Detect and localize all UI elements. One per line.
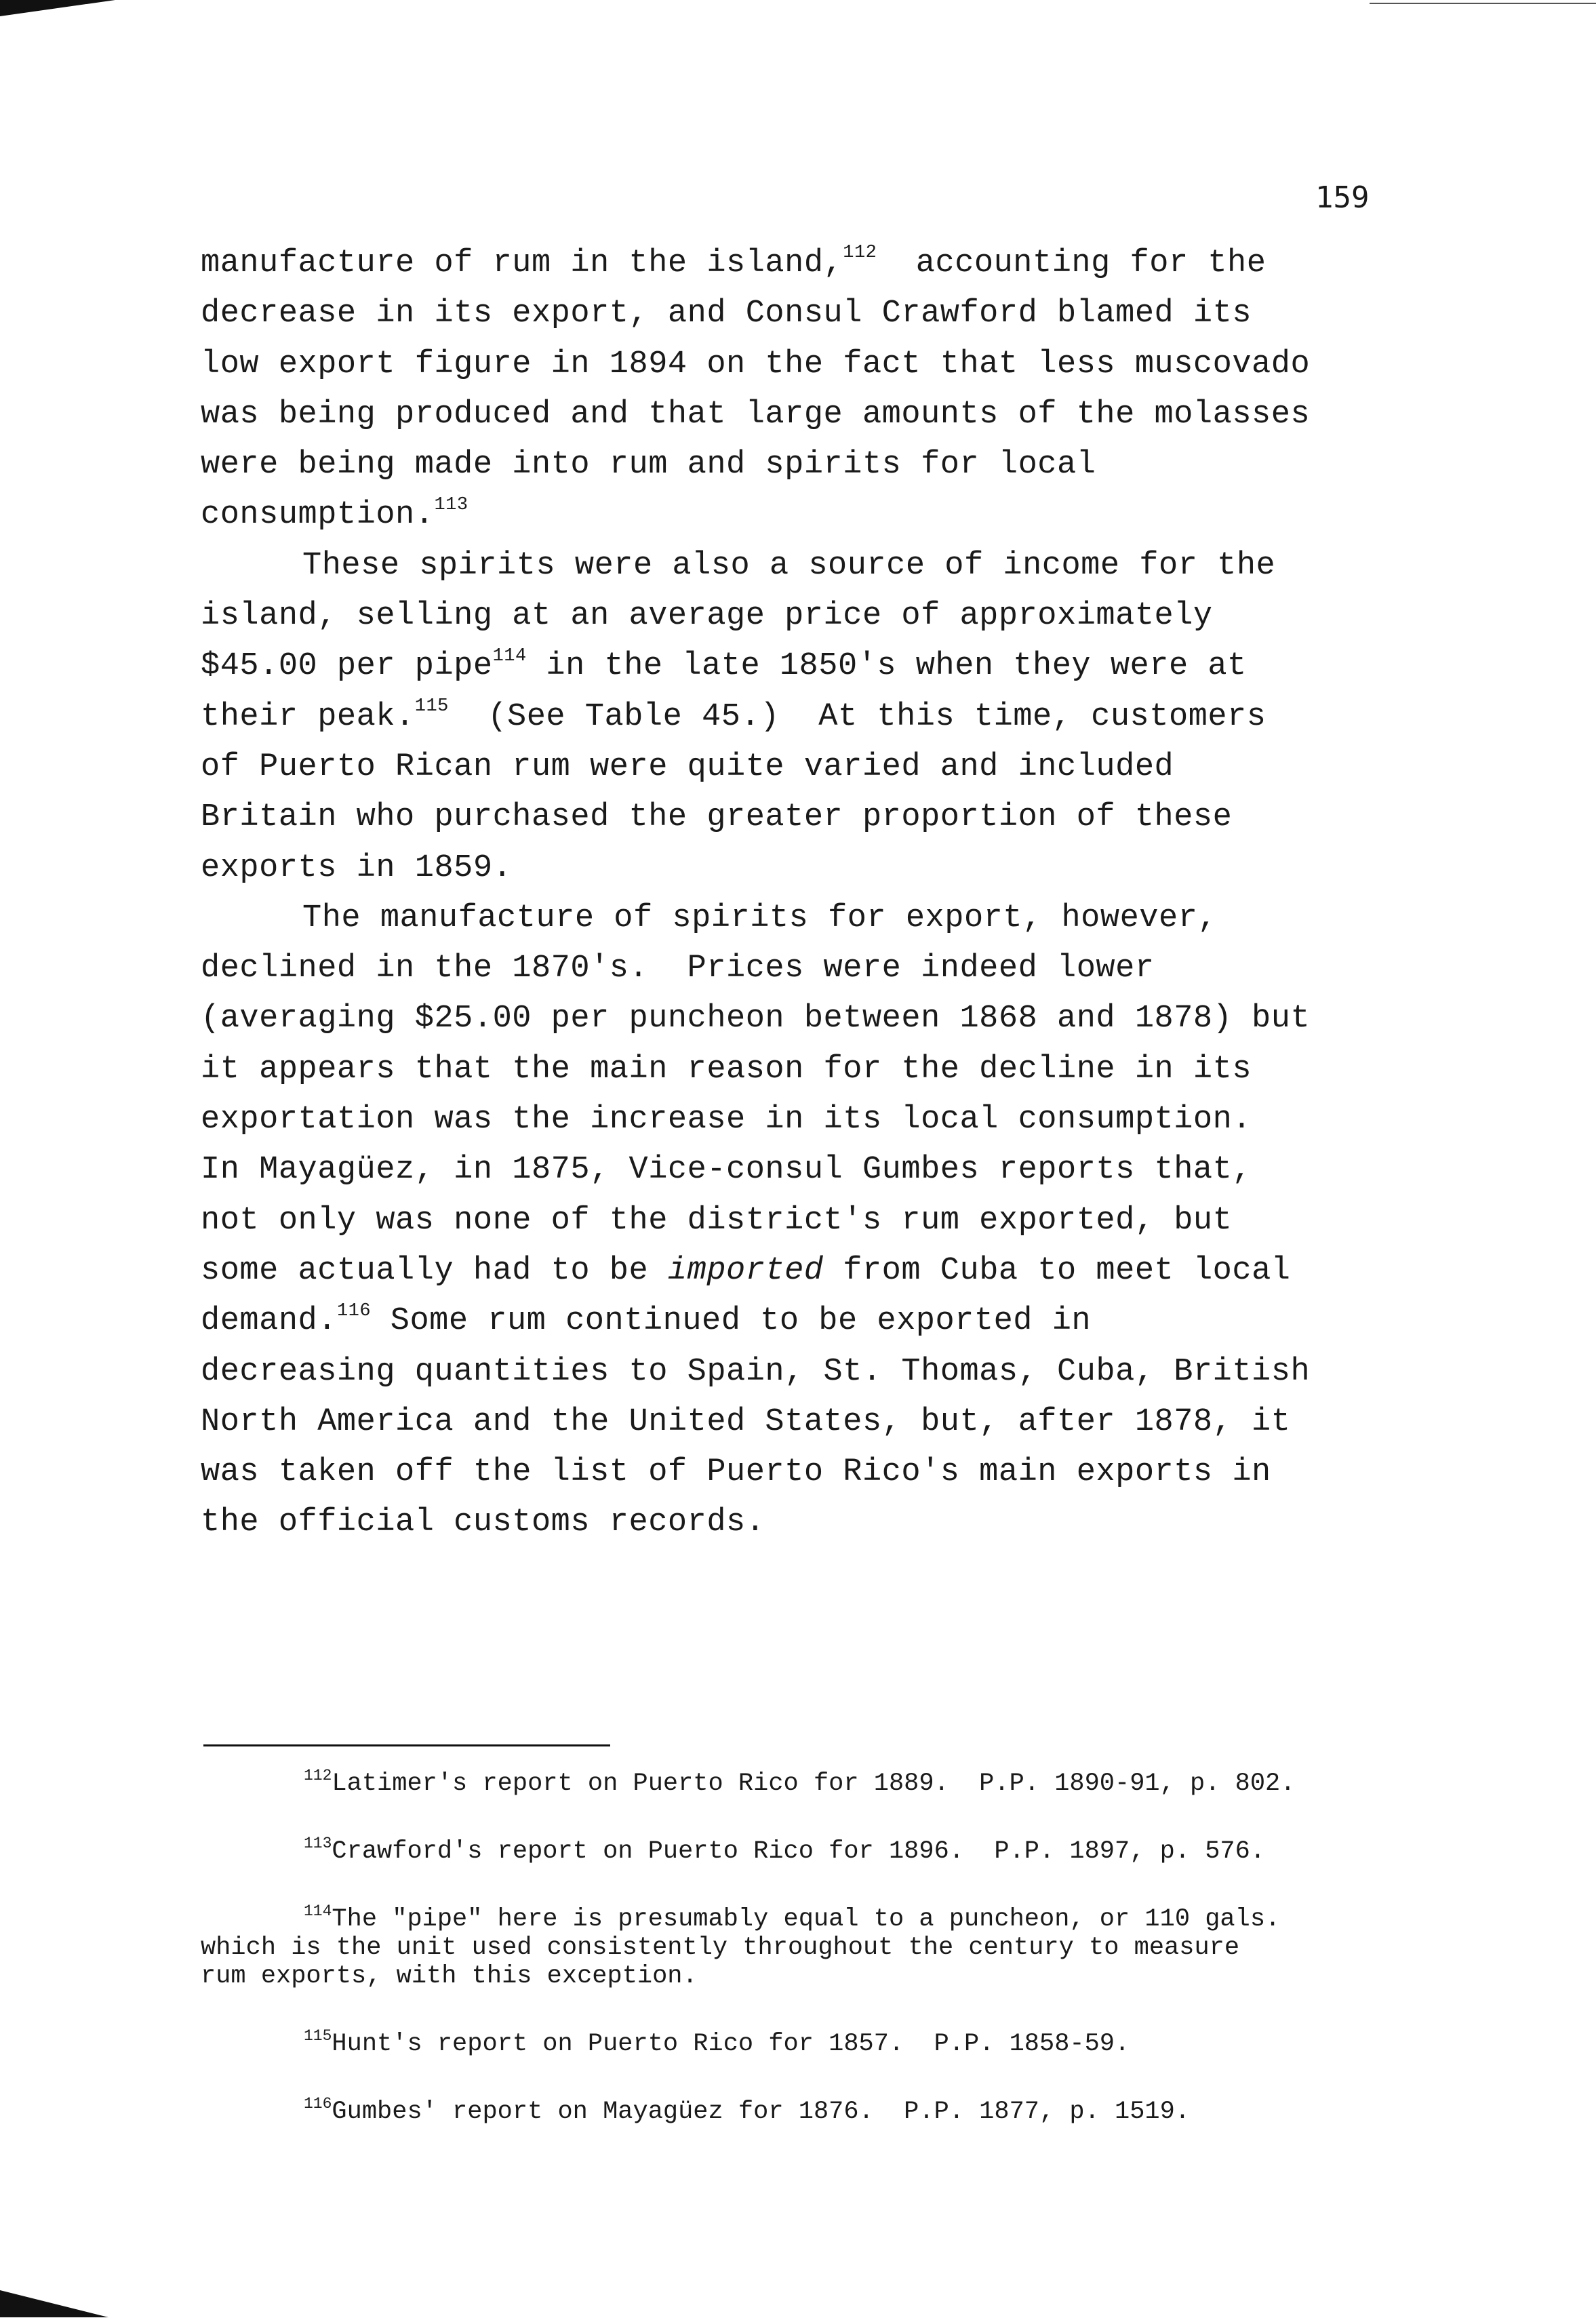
text-line: These spirits were also a source of income for the xyxy=(302,547,1276,584)
footnote-ref-112: 112 xyxy=(843,243,877,264)
text-line xyxy=(201,239,1408,289)
text-run: consumption. xyxy=(201,497,435,534)
text-line: decrease in its export, and Consul Crawford blamed its xyxy=(201,296,1252,332)
text-line: North America and the United States, but, after 1878, it xyxy=(201,1403,1291,1440)
scan-corner-mark-bottom xyxy=(0,2290,108,2317)
footnote-number: 113 xyxy=(304,1834,332,1852)
text-line: low export figure in 1894 on the fact that less muscovado xyxy=(201,346,1311,382)
footnote-text: rum exports, with this exception. xyxy=(201,1962,698,1991)
text-line: exports in 1859. xyxy=(201,850,513,886)
footnote-number: 114 xyxy=(304,1902,332,1920)
text-run: demand. xyxy=(201,1303,337,1340)
footnote-ref-115: 115 xyxy=(414,696,449,717)
text-line: The manufacture of spirits for export, however, xyxy=(302,900,1218,936)
text-run: manufacture of rum in the island, xyxy=(201,245,843,281)
scan-corner-mark-top xyxy=(0,0,115,16)
text-line: was being produced and that large amounts of the molasses xyxy=(201,396,1311,433)
text-run: in the late 1850's when they were at xyxy=(526,648,1247,685)
footnote-115 xyxy=(201,2026,1408,2058)
text-line: were being made into rum and spirits for local xyxy=(201,447,1096,483)
text-run: their peak. xyxy=(201,698,415,735)
text-line: In Mayagüez, in 1875, Vice-consul Gumbes reports that, xyxy=(201,1152,1252,1188)
text-line: (averaging $25.00 per puncheon between 1868 and 1878) but xyxy=(201,1001,1311,1037)
scan-edge-line xyxy=(1370,3,1596,4)
footnote-text: which is the unit used consistently throughout the century to measure xyxy=(201,1934,1240,1962)
footnote-divider xyxy=(203,1744,610,1746)
footnote-number: 115 xyxy=(304,2026,332,2045)
text-line: the official customs records. xyxy=(201,1504,765,1541)
footnote-text: Latimer's report on Puerto Rico for 1889. P.P. 1890-91, p. 802. xyxy=(332,1770,1296,1798)
page-number: 159 xyxy=(1315,180,1370,215)
text-line xyxy=(201,1246,1408,1296)
text-run: from Cuba to meet local xyxy=(823,1252,1291,1289)
text-line: island, selling at an average price of approximately xyxy=(201,598,1213,635)
text-line xyxy=(201,641,1408,692)
footnote-number: 112 xyxy=(304,1766,332,1784)
footnote-116 xyxy=(201,2094,1408,2126)
text-run: $45.00 per pipe xyxy=(201,648,493,685)
text-run: accounting for the xyxy=(877,245,1266,281)
text-line: not only was none of the district's rum exported, but xyxy=(201,1202,1233,1239)
text-line: declined in the 1870's. Prices were indeed lower xyxy=(201,951,1155,987)
text-line: was taken off the list of Puerto Rico's main exports in xyxy=(201,1454,1271,1491)
footnote-text: Crawford's report on Puerto Rico for 1896. P.P. 1897, p. 576. xyxy=(332,1837,1266,1866)
footnote-text: Gumbes' report on Mayagüez for 1876. P.P. 1877, p. 1519. xyxy=(332,2098,1191,2126)
footnote-114 xyxy=(201,1902,1408,1991)
text-line: exportation was the increase in its local consumption. xyxy=(201,1102,1252,1138)
footnotes xyxy=(201,1766,1408,2165)
footnote-113 xyxy=(201,1834,1408,1866)
footnote-ref-116: 116 xyxy=(336,1300,372,1321)
text-line: it appears that the main reason for the decline in its xyxy=(201,1051,1252,1087)
text-line: decreasing quantities to Spain, St. Thomas, Cuba, British xyxy=(201,1353,1311,1390)
text-line: of Puerto Rican rum were quite varied and included xyxy=(201,748,1174,785)
footnote-number: 116 xyxy=(304,2094,332,2113)
text-line xyxy=(201,1296,1408,1346)
text-run: (See Table 45.) At this time, customers xyxy=(448,698,1266,735)
footnote-text: Hunt's report on Puerto Rico for 1857. P.P. 1858-59. xyxy=(332,2030,1130,2058)
footnote-ref-113: 113 xyxy=(434,494,468,515)
italic-text: imported xyxy=(667,1252,824,1289)
text-run: some actually had to be xyxy=(201,1252,668,1289)
text-line xyxy=(201,692,1408,742)
footnote-ref-114: 114 xyxy=(492,645,527,666)
footnote-112 xyxy=(201,1766,1408,1798)
footnote-text: The "pipe" here is presumably equal to a puncheon, or 110 gals. xyxy=(332,1905,1281,1934)
body-text xyxy=(201,239,1408,1548)
text-line: Britain who purchased the greater proportion of these xyxy=(201,799,1233,836)
text-line xyxy=(201,490,1408,540)
text-run: Some rum continued to be exported in xyxy=(371,1303,1092,1340)
